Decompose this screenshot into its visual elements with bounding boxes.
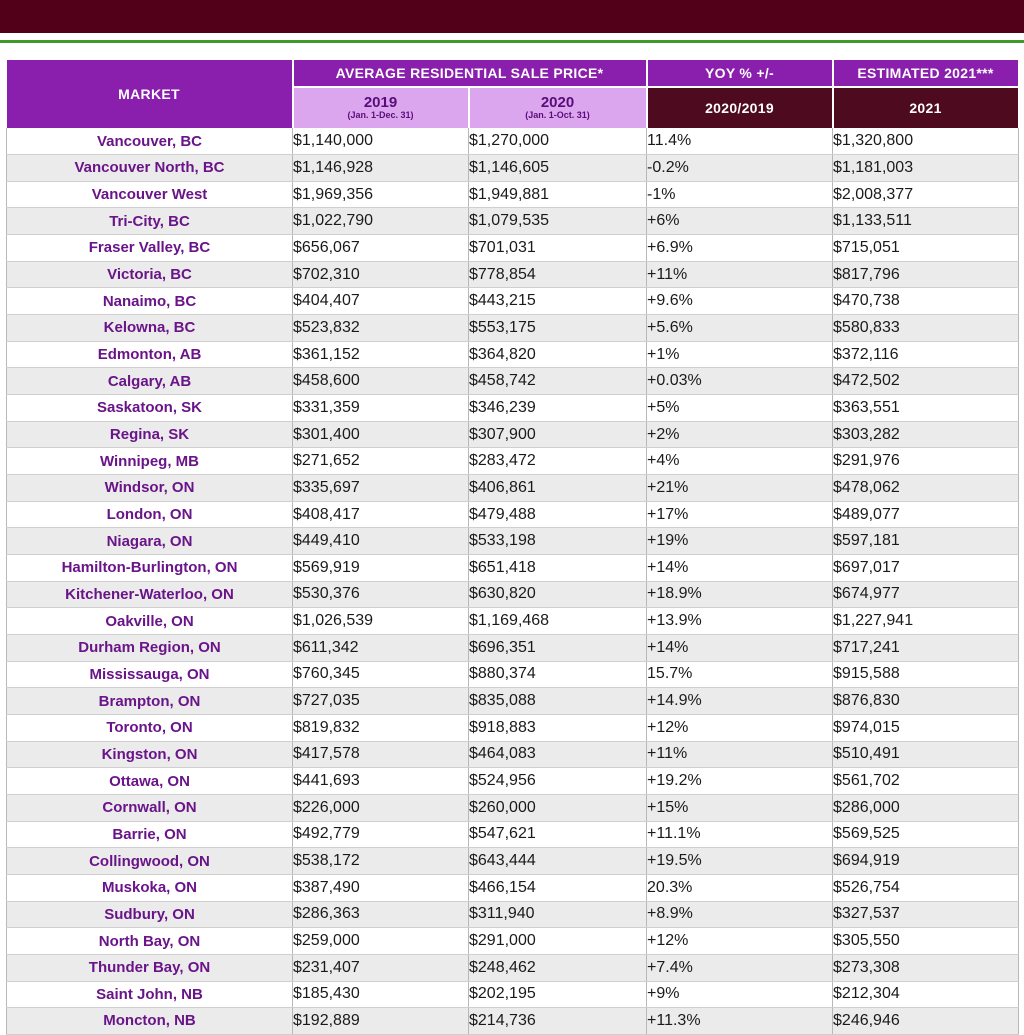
market-cell: Durham Region, ON — [7, 634, 293, 661]
estimate-2021-cell: $717,241 — [833, 634, 1019, 661]
price-2020-cell: $202,195 — [469, 981, 647, 1008]
price-2020-cell: $464,083 — [469, 741, 647, 768]
price-2019-cell: $417,578 — [293, 741, 469, 768]
table-row — [7, 581, 1019, 608]
yoy-change-cell: +7.4% — [647, 954, 833, 981]
estimate-2021-cell: $327,537 — [833, 901, 1019, 928]
price-2020-cell: $1,079,535 — [469, 208, 647, 235]
table-row — [7, 395, 1019, 422]
table-row — [7, 634, 1019, 661]
estimate-2021-cell: $1,227,941 — [833, 608, 1019, 635]
yoy-change-cell: +11.3% — [647, 1008, 833, 1035]
price-2020-cell: $291,000 — [469, 928, 647, 955]
price-2020-cell: $458,742 — [469, 368, 647, 395]
estimate-2021-cell: $1,320,800 — [833, 128, 1019, 155]
header-2020-range: (Jan. 1-Oct. 31) — [525, 110, 590, 121]
price-2019-cell: $185,430 — [293, 981, 469, 1008]
table-row — [7, 1008, 1019, 1035]
yoy-change-cell: +14% — [647, 634, 833, 661]
estimate-2021-cell: $305,550 — [833, 928, 1019, 955]
market-cell: Vancouver West — [7, 181, 293, 208]
yoy-change-cell: +15% — [647, 794, 833, 821]
table-row — [7, 235, 1019, 262]
yoy-change-cell: +12% — [647, 714, 833, 741]
table-row — [7, 714, 1019, 741]
price-2019-cell: $1,026,539 — [293, 608, 469, 635]
price-2019-cell: $656,067 — [293, 235, 469, 262]
estimate-2021-cell: $2,008,377 — [833, 181, 1019, 208]
market-cell: Ottawa, ON — [7, 768, 293, 795]
yoy-change-cell: +12% — [647, 928, 833, 955]
yoy-change-cell: +6% — [647, 208, 833, 235]
market-cell: Saskatoon, SK — [7, 395, 293, 422]
table-row — [7, 208, 1019, 235]
market-cell: Winnipeg, MB — [7, 448, 293, 475]
table-row — [7, 501, 1019, 528]
estimate-2021-cell: $569,525 — [833, 821, 1019, 848]
market-cell: Niagara, ON — [7, 528, 293, 555]
price-2020-cell: $406,861 — [469, 475, 647, 502]
price-2020-cell: $311,940 — [469, 901, 647, 928]
market-cell: Vancouver North, BC — [7, 155, 293, 182]
table-row — [7, 181, 1019, 208]
market-cell: Victoria, BC — [7, 261, 293, 288]
estimate-2021-cell: $974,015 — [833, 714, 1019, 741]
yoy-change-cell: +18.9% — [647, 581, 833, 608]
market-cell: Nanaimo, BC — [7, 288, 293, 315]
price-2020-cell: $524,956 — [469, 768, 647, 795]
market-cell: Collingwood, ON — [7, 848, 293, 875]
market-cell: Kingston, ON — [7, 741, 293, 768]
price-table — [6, 60, 1020, 1035]
divider-rule — [0, 40, 1024, 43]
estimate-2021-cell: $1,133,511 — [833, 208, 1019, 235]
estimate-2021-cell: $561,702 — [833, 768, 1019, 795]
price-2020-cell: $547,621 — [469, 821, 647, 848]
price-2019-cell: $226,000 — [293, 794, 469, 821]
market-cell: Barrie, ON — [7, 821, 293, 848]
market-cell: Regina, SK — [7, 421, 293, 448]
header-est-sub: 2021 — [833, 87, 1019, 128]
market-cell: Saint John, NB — [7, 981, 293, 1008]
yoy-change-cell: +9.6% — [647, 288, 833, 315]
market-cell: Toronto, ON — [7, 714, 293, 741]
table-row — [7, 128, 1019, 155]
table-row — [7, 874, 1019, 901]
price-2019-cell: $231,407 — [293, 954, 469, 981]
yoy-change-cell: +5.6% — [647, 315, 833, 342]
table-row — [7, 954, 1019, 981]
price-2020-cell: $479,488 — [469, 501, 647, 528]
header-estimated: ESTIMATED 2021*** — [833, 60, 1019, 87]
market-cell: Calgary, AB — [7, 368, 293, 395]
yoy-change-cell: +11.1% — [647, 821, 833, 848]
market-cell: Tri-City, BC — [7, 208, 293, 235]
estimate-2021-cell: $876,830 — [833, 688, 1019, 715]
table-row — [7, 261, 1019, 288]
yoy-change-cell: +19.5% — [647, 848, 833, 875]
yoy-change-cell: +13.9% — [647, 608, 833, 635]
table-row — [7, 928, 1019, 955]
price-2019-cell: $286,363 — [293, 901, 469, 928]
price-2020-cell: $346,239 — [469, 395, 647, 422]
estimate-2021-cell: $372,116 — [833, 341, 1019, 368]
price-2019-cell: $1,022,790 — [293, 208, 469, 235]
yoy-change-cell: +14.9% — [647, 688, 833, 715]
price-2020-cell: $835,088 — [469, 688, 647, 715]
estimate-2021-cell: $286,000 — [833, 794, 1019, 821]
price-2019-cell: $727,035 — [293, 688, 469, 715]
market-cell: Moncton, NB — [7, 1008, 293, 1035]
table-row — [7, 661, 1019, 688]
header-2019-year: 2019 — [363, 94, 398, 112]
table-row — [7, 741, 1019, 768]
market-cell: North Bay, ON — [7, 928, 293, 955]
price-2019-cell: $569,919 — [293, 555, 469, 582]
price-2020-cell: $466,154 — [469, 874, 647, 901]
price-2020-cell: $533,198 — [469, 528, 647, 555]
estimate-2021-cell: $1,181,003 — [833, 155, 1019, 182]
estimate-2021-cell: $246,946 — [833, 1008, 1019, 1035]
price-2020-cell: $630,820 — [469, 581, 647, 608]
table-row — [7, 555, 1019, 582]
market-cell: Muskoka, ON — [7, 874, 293, 901]
yoy-change-cell: +4% — [647, 448, 833, 475]
header-yoy-sub: 2020/2019 — [647, 87, 833, 128]
price-2019-cell: $361,152 — [293, 341, 469, 368]
price-2020-cell: $283,472 — [469, 448, 647, 475]
market-cell: Kitchener-Waterloo, ON — [7, 581, 293, 608]
yoy-change-cell: +2% — [647, 421, 833, 448]
estimate-2021-cell: $526,754 — [833, 874, 1019, 901]
yoy-change-cell: -1% — [647, 181, 833, 208]
price-2020-cell: $364,820 — [469, 341, 647, 368]
price-2020-cell: $643,444 — [469, 848, 647, 875]
price-2020-cell: $1,169,468 — [469, 608, 647, 635]
yoy-change-cell: +21% — [647, 475, 833, 502]
market-cell: Brampton, ON — [7, 688, 293, 715]
table-row — [7, 688, 1019, 715]
price-2019-cell: $458,600 — [293, 368, 469, 395]
top-banner — [0, 0, 1024, 33]
table-row — [7, 341, 1019, 368]
yoy-change-cell: +6.9% — [647, 235, 833, 262]
yoy-change-cell: +17% — [647, 501, 833, 528]
estimate-2021-cell: $291,976 — [833, 448, 1019, 475]
market-cell: Hamilton-Burlington, ON — [7, 555, 293, 582]
price-2019-cell: $611,342 — [293, 634, 469, 661]
price-2020-cell: $307,900 — [469, 421, 647, 448]
price-2019-cell: $441,693 — [293, 768, 469, 795]
market-cell: Windsor, ON — [7, 475, 293, 502]
price-2019-cell: $271,652 — [293, 448, 469, 475]
price-2020-cell: $260,000 — [469, 794, 647, 821]
estimate-2021-cell: $580,833 — [833, 315, 1019, 342]
market-cell: Mississauga, ON — [7, 661, 293, 688]
estimate-2021-cell: $915,588 — [833, 661, 1019, 688]
header-2019 — [293, 87, 469, 128]
yoy-change-cell: +1% — [647, 341, 833, 368]
market-cell: Oakville, ON — [7, 608, 293, 635]
estimate-2021-cell: $470,738 — [833, 288, 1019, 315]
price-2020-cell: $696,351 — [469, 634, 647, 661]
table-row — [7, 794, 1019, 821]
table-body — [7, 128, 1019, 1034]
yoy-change-cell: +5% — [647, 395, 833, 422]
estimate-2021-cell: $817,796 — [833, 261, 1019, 288]
table-row — [7, 368, 1019, 395]
market-cell: Thunder Bay, ON — [7, 954, 293, 981]
yoy-change-cell: +11% — [647, 741, 833, 768]
price-2020-cell: $443,215 — [469, 288, 647, 315]
price-2019-cell: $449,410 — [293, 528, 469, 555]
header-avg-price: AVERAGE RESIDENTIAL SALE PRICE* — [293, 60, 647, 87]
table-row — [7, 901, 1019, 928]
market-cell: Kelowna, BC — [7, 315, 293, 342]
table-row — [7, 421, 1019, 448]
price-2019-cell: $408,417 — [293, 501, 469, 528]
yoy-change-cell: 11.4% — [647, 128, 833, 155]
market-cell: Edmonton, AB — [7, 341, 293, 368]
estimate-2021-cell: $715,051 — [833, 235, 1019, 262]
table-row — [7, 848, 1019, 875]
estimate-2021-cell: $674,977 — [833, 581, 1019, 608]
market-cell: London, ON — [7, 501, 293, 528]
price-2019-cell: $530,376 — [293, 581, 469, 608]
table-row — [7, 608, 1019, 635]
estimate-2021-cell: $694,919 — [833, 848, 1019, 875]
header-yoy: YOY % +/- — [647, 60, 833, 87]
estimate-2021-cell: $472,502 — [833, 368, 1019, 395]
price-2020-cell: $880,374 — [469, 661, 647, 688]
table-row — [7, 981, 1019, 1008]
table-row — [7, 528, 1019, 555]
price-2019-cell: $1,146,928 — [293, 155, 469, 182]
yoy-change-cell: +9% — [647, 981, 833, 1008]
table-row — [7, 768, 1019, 795]
table-row — [7, 155, 1019, 182]
estimate-2021-cell: $212,304 — [833, 981, 1019, 1008]
price-2019-cell: $404,407 — [293, 288, 469, 315]
table-row — [7, 475, 1019, 502]
market-cell: Fraser Valley, BC — [7, 235, 293, 262]
estimate-2021-cell: $303,282 — [833, 421, 1019, 448]
yoy-change-cell: +14% — [647, 555, 833, 582]
price-2020-cell: $778,854 — [469, 261, 647, 288]
price-2020-cell: $1,270,000 — [469, 128, 647, 155]
estimate-2021-cell: $489,077 — [833, 501, 1019, 528]
header-2019-range: (Jan. 1-Dec. 31) — [347, 110, 414, 121]
yoy-change-cell: +0.03% — [647, 368, 833, 395]
price-2019-cell: $335,697 — [293, 475, 469, 502]
estimate-2021-cell: $697,017 — [833, 555, 1019, 582]
header-2020-year: 2020 — [540, 94, 575, 112]
price-2019-cell: $1,969,356 — [293, 181, 469, 208]
yoy-change-cell: +8.9% — [647, 901, 833, 928]
price-2019-cell: $760,345 — [293, 661, 469, 688]
price-2019-cell: $259,000 — [293, 928, 469, 955]
price-2019-cell: $492,779 — [293, 821, 469, 848]
price-2020-cell: $248,462 — [469, 954, 647, 981]
price-2020-cell: $553,175 — [469, 315, 647, 342]
price-2020-cell: $651,418 — [469, 555, 647, 582]
table-row — [7, 448, 1019, 475]
estimate-2021-cell: $478,062 — [833, 475, 1019, 502]
price-2020-cell: $701,031 — [469, 235, 647, 262]
yoy-change-cell: -0.2% — [647, 155, 833, 182]
price-2019-cell: $523,832 — [293, 315, 469, 342]
estimate-2021-cell: $273,308 — [833, 954, 1019, 981]
price-2019-cell: $331,359 — [293, 395, 469, 422]
table-row — [7, 288, 1019, 315]
price-2019-cell: $538,172 — [293, 848, 469, 875]
yoy-change-cell: +11% — [647, 261, 833, 288]
price-2019-cell: $387,490 — [293, 874, 469, 901]
price-2020-cell: $918,883 — [469, 714, 647, 741]
price-2019-cell: $301,400 — [293, 421, 469, 448]
yoy-change-cell: +19.2% — [647, 768, 833, 795]
price-2020-cell: $1,146,605 — [469, 155, 647, 182]
price-2020-cell: $1,949,881 — [469, 181, 647, 208]
estimate-2021-cell: $597,181 — [833, 528, 1019, 555]
price-2019-cell: $1,140,000 — [293, 128, 469, 155]
price-2020-cell: $214,736 — [469, 1008, 647, 1035]
price-2019-cell: $702,310 — [293, 261, 469, 288]
estimate-2021-cell: $363,551 — [833, 395, 1019, 422]
yoy-change-cell: 15.7% — [647, 661, 833, 688]
estimate-2021-cell: $510,491 — [833, 741, 1019, 768]
market-cell: Vancouver, BC — [7, 128, 293, 155]
price-2019-cell: $192,889 — [293, 1008, 469, 1035]
price-2019-cell: $819,832 — [293, 714, 469, 741]
market-cell: Sudbury, ON — [7, 901, 293, 928]
table-row — [7, 821, 1019, 848]
market-cell: Cornwall, ON — [7, 794, 293, 821]
header-market: MARKET — [7, 60, 293, 128]
table-row — [7, 315, 1019, 342]
yoy-change-cell: 20.3% — [647, 874, 833, 901]
yoy-change-cell: +19% — [647, 528, 833, 555]
header-2020 — [469, 87, 647, 128]
